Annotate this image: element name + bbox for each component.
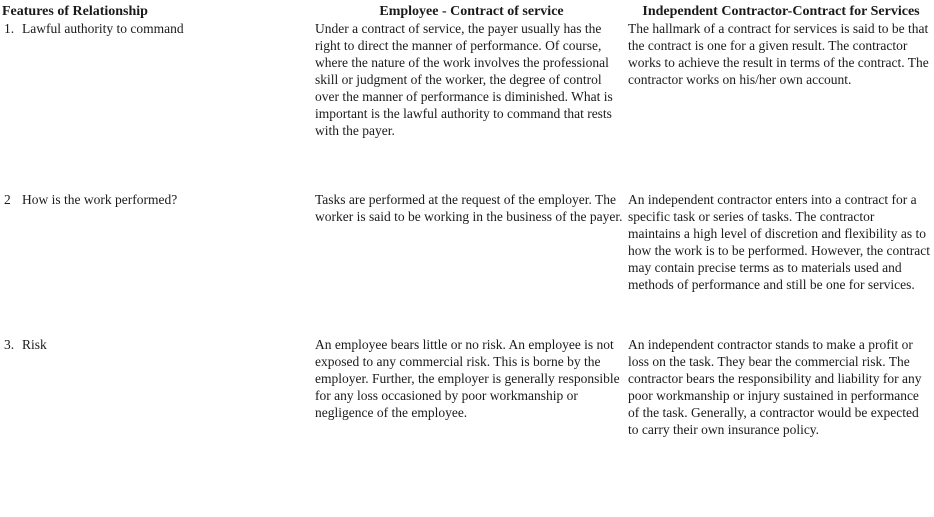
feature-label: Lawful authority to command	[22, 21, 184, 36]
feature-label: How is the work performed?	[22, 192, 178, 207]
row-number: 2	[4, 192, 11, 207]
header-employee: Employee - Contract of service	[379, 4, 564, 19]
table-body	[0, 20, 934, 486]
row-number: 3.	[4, 337, 15, 352]
feature-cell	[0, 336, 315, 486]
table-row	[0, 336, 934, 486]
feature-cell	[0, 191, 315, 336]
feature-label: Risk	[22, 337, 47, 352]
row-number: 1.	[4, 21, 15, 36]
contractor-cell: An independent contractor stands to make a profit or loss on the task. They bear the commercial risk. The contractor bears the responsibility and liability for any poor workmanship or injury sustained in performance of the task. Generally, a contractor would be expected to carry their own insurance policy.	[628, 337, 922, 437]
employee-cell: An employee bears little or no risk. An employee is not exposed to any commercial risk. This is borne by the employer. Further, the employer is generally responsible for any loss occasioned by poor workmanship or negligence of the employee.	[315, 337, 620, 420]
employee-cell: Under a contract of service, the payer usually has the right to direct the manner of performance. Of course, where the nature of the work involves the professional skill or judgment of the worker, the degree of control over the manner of performance is diminished. What is important is the lawful authority to command that rests with the payer.	[315, 21, 613, 138]
header-features: Features of Relationship	[2, 4, 148, 19]
header-row	[0, 0, 934, 20]
table-row	[0, 20, 934, 191]
table-header	[0, 0, 934, 20]
employee-cell: Tasks are performed at the request of the employer. The worker is said to be working in the business of the payer.	[315, 192, 623, 224]
header-contractor: Independent Contractor-Contract for Services	[642, 4, 920, 19]
feature-cell	[0, 20, 315, 191]
contractor-cell: An independent contractor enters into a contract for a specific task or series of tasks. The contractor maintains a high level of discretion and flexibility as to how the work is to be performed. However, the contract may contain precise terms as to materials used and methods of performance and still be one for services.	[628, 192, 930, 292]
table-row	[0, 191, 934, 336]
contractor-cell: The hallmark of a contract for services is said to be that the contract is one for a given result. The contractor works to achieve the result in terms of the contract. The contractor works on his/her own account.	[628, 21, 929, 87]
